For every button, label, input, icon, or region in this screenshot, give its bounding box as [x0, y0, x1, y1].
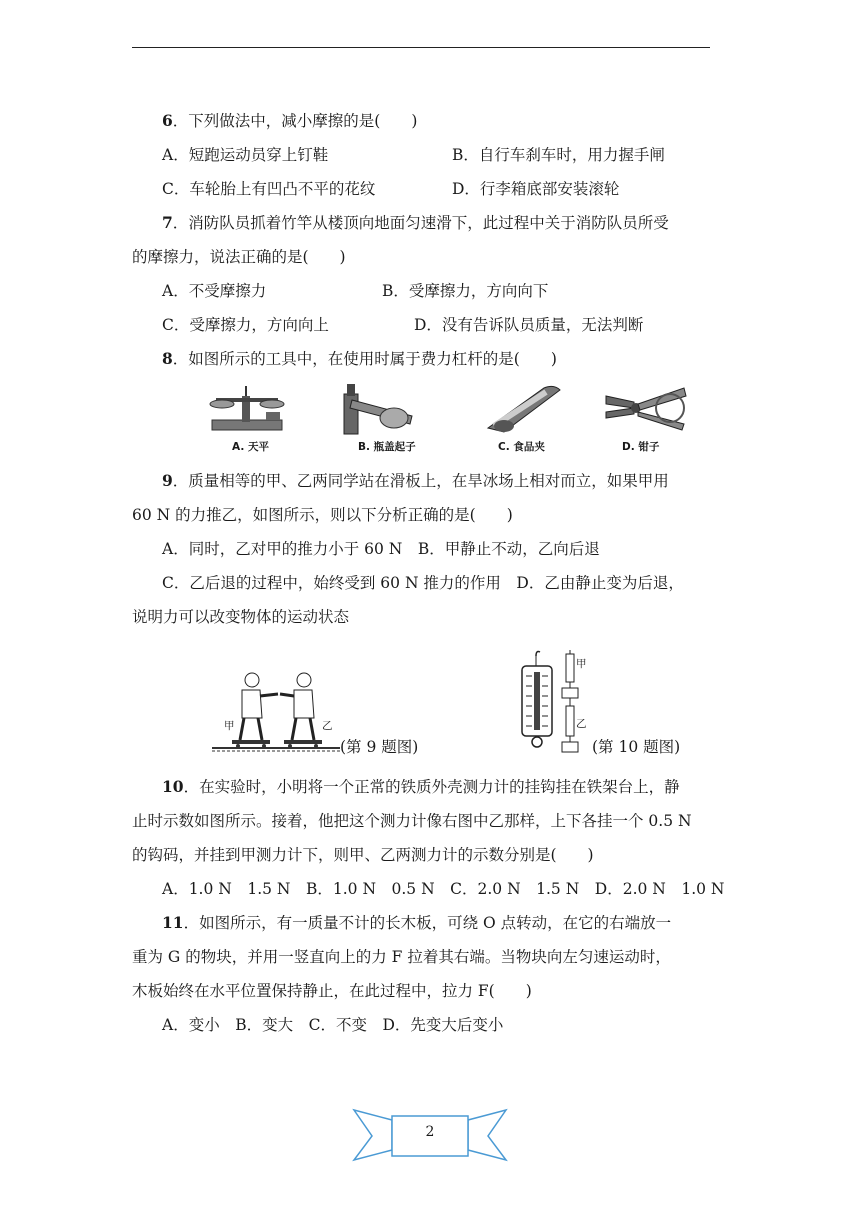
q7-option-c: C．受摩擦力，方向向上: [162, 316, 329, 334]
q9-options-cd: C．乙后退的过程中，始终受到 60 N 推力的作用 D．乙由静止变为后退，: [162, 574, 684, 592]
fig10-label-jia: 甲: [576, 658, 587, 670]
question-10-stem-cont-2: 的钩码，并挂到甲测力计下，则甲、乙两测力计的示数分别是( ): [132, 846, 594, 864]
question-10-stem-cont-1: 止时示数如图所示。接着，他把这个测力计像右图中乙那样，上下各挂一个 0.5 N: [132, 812, 692, 830]
q6-option-d: D．行李箱底部安装滚轮: [452, 180, 620, 198]
tool-caption-a: A. 天平: [232, 441, 269, 453]
question-9-stem-cont: 60 N 的力推乙，如图所示，则以下分析正确的是( ): [132, 506, 513, 524]
question-11-stem: 11．如图所示，有一质量不计的长木板，可绕 O 点转动，在它的右端放一: [162, 913, 672, 932]
tool-caption-c: C. 食品夹: [498, 441, 545, 453]
question-7-stem: 7．消防队员抓着竹竿从楼顶向地面匀速滑下，此过程中关于消防队员所受: [162, 213, 669, 232]
q10-options: A．1.0 N 1.5 N B．1.0 N 0.5 N C．2.0 N 1.5 N D．2.0 N 1.0 N: [162, 880, 725, 898]
q7-option-d: D．没有告诉队员质量，无法判断: [414, 316, 644, 334]
page-number-ribbon: [352, 1106, 508, 1162]
figure-9-skaters: [212, 668, 340, 756]
question-11-stem-cont-2: 木板始终在水平位置保持静止，在此过程中，拉力 F( ): [132, 982, 532, 1000]
header-rule: [132, 47, 710, 48]
pliers-image: [604, 378, 688, 434]
question-8-stem: 8．如图所示的工具中，在使用时属于费力杠杆的是( ): [162, 349, 557, 368]
bottle-opener-image: [338, 380, 418, 436]
balance-scale-image: [206, 384, 288, 434]
q11-options: A．变小 B．变大 C．不变 D．先变大后变小: [162, 1016, 504, 1034]
question-10-stem: 10．在实验时，小明将一个正常的铁质外壳测力计的挂钩挂在铁架台上，静: [162, 777, 680, 796]
q9-options-ab: A．同时，乙对甲的推力小于 60 N B．甲静止不动，乙向后退: [162, 540, 600, 558]
fig9-label-jia: 甲: [224, 720, 235, 732]
q7-option-a: A．不受摩擦力: [162, 282, 267, 300]
tool-caption-d: D. 钳子: [622, 441, 660, 453]
question-7-stem-cont: 的摩擦力，说法正确的是( ): [132, 248, 346, 266]
question-6-stem: 6．下列做法中，减小摩擦的是( ): [162, 111, 418, 130]
fig9-label-yi: 乙: [322, 720, 333, 732]
figure-10-caption: (第 10 题图): [592, 738, 681, 756]
q6-option-b: B．自行车刹车时，用力握手闸: [452, 146, 665, 164]
tool-caption-b: B. 瓶盖起子: [358, 441, 416, 453]
question-11-stem-cont-1: 重为 G 的物块，并用一竖直向上的力 F 拉着其右端。当物块向左匀速运动时，: [132, 948, 671, 966]
page-number: 2: [425, 1124, 435, 1140]
q6-option-a: A．短跑运动员穿上钉鞋: [162, 146, 329, 164]
q9-option-d-cont: 说明力可以改变物体的运动状态: [132, 608, 350, 626]
figure-9-caption: (第 9 题图): [340, 738, 419, 756]
food-tongs-image: [484, 380, 564, 436]
q6-option-c: C．车轮胎上有凹凸不平的花纹: [162, 180, 376, 198]
question-9-stem: 9．质量相等的甲、乙两同学站在滑板上，在旱冰场上相对而立，如果甲用: [162, 471, 669, 490]
q7-option-b: B．受摩擦力，方向向下: [382, 282, 549, 300]
fig10-label-yi: 乙: [576, 718, 587, 730]
